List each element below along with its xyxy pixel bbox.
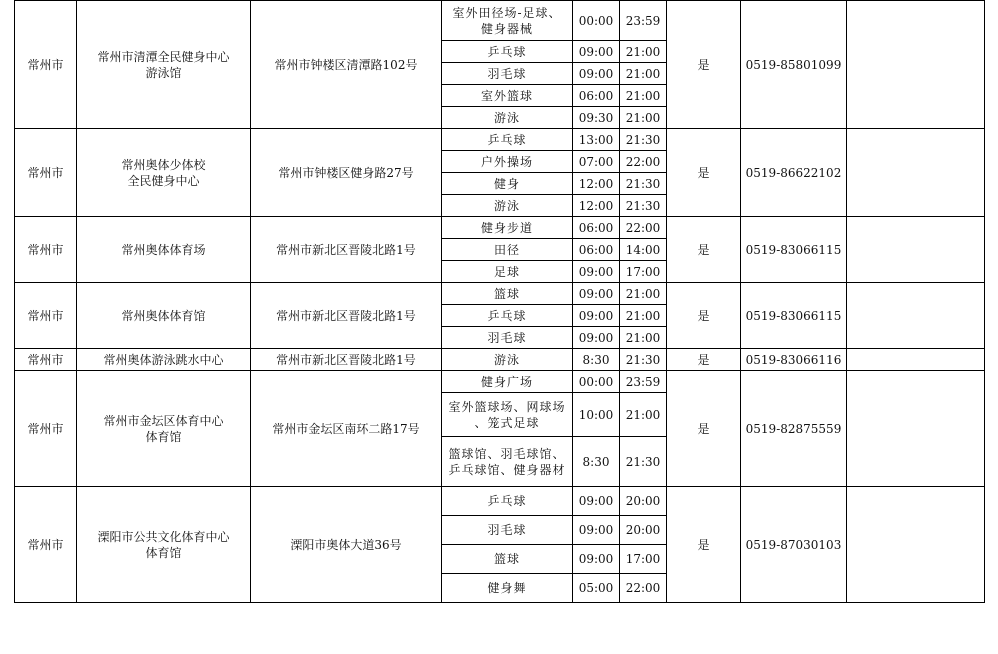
note-cell <box>847 371 985 487</box>
open-status-cell: 是 <box>667 371 741 487</box>
end-time-cell: 23:59 <box>620 1 667 41</box>
end-time-cell: 21:00 <box>620 283 667 305</box>
start-time-cell: 00:00 <box>573 1 620 41</box>
end-time-cell: 20:00 <box>620 516 667 545</box>
address-cell: 常州市新北区晋陵北路1号 <box>251 217 442 283</box>
address-cell: 常州市金坛区南环二路17号 <box>251 371 442 487</box>
venue-name-cell: 常州奥体体育馆 <box>77 283 251 349</box>
facility-item-cell: 游泳 <box>442 349 573 371</box>
phone-cell: 0519-83066115 <box>741 283 847 349</box>
city-cell: 常州市 <box>15 283 77 349</box>
start-time-cell: 09:00 <box>573 545 620 574</box>
note-cell <box>847 1 985 129</box>
facility-item-cell: 户外操场 <box>442 151 573 173</box>
facility-item-cell: 游泳 <box>442 195 573 217</box>
facility-item-cell: 室外篮球 <box>442 85 573 107</box>
start-time-cell: 00:00 <box>573 371 620 393</box>
start-time-cell: 12:00 <box>573 195 620 217</box>
address-cell: 溧阳市奥体大道36号 <box>251 487 442 603</box>
start-time-cell: 07:00 <box>573 151 620 173</box>
venue-name-cell: 常州奥体游泳跳水中心 <box>77 349 251 371</box>
table-row <box>15 487 985 516</box>
address-cell: 常州市新北区晋陵北路1号 <box>251 283 442 349</box>
start-time-cell: 8:30 <box>573 349 620 371</box>
open-status-cell: 是 <box>667 487 741 603</box>
facility-item-cell: 游泳 <box>442 107 573 129</box>
start-time-cell: 12:00 <box>573 173 620 195</box>
city-cell: 常州市 <box>15 129 77 217</box>
table-row <box>15 129 985 151</box>
start-time-cell: 09:00 <box>573 261 620 283</box>
venue-name-cell: 常州奥体体育场 <box>77 217 251 283</box>
table-row <box>15 1 985 41</box>
facility-item-cell: 乒乓球 <box>442 487 573 516</box>
end-time-cell: 21:30 <box>620 129 667 151</box>
end-time-cell: 21:00 <box>620 85 667 107</box>
start-time-cell: 8:30 <box>573 437 620 487</box>
city-cell: 常州市 <box>15 487 77 603</box>
note-cell <box>847 129 985 217</box>
facility-item-cell: 健身 <box>442 173 573 195</box>
facility-item-cell: 乒乓球 <box>442 41 573 63</box>
open-status-cell: 是 <box>667 1 741 129</box>
facility-item-cell: 健身广场 <box>442 371 573 393</box>
table-row <box>15 371 985 393</box>
start-time-cell: 13:00 <box>573 129 620 151</box>
table-row <box>15 349 985 371</box>
end-time-cell: 21:00 <box>620 305 667 327</box>
phone-cell: 0519-83066115 <box>741 217 847 283</box>
start-time-cell: 06:00 <box>573 85 620 107</box>
facility-item-cell: 室外篮球场、网球场 、笼式足球 <box>442 393 573 437</box>
facility-item-cell: 田径 <box>442 239 573 261</box>
table-row <box>15 283 985 305</box>
phone-cell: 0519-82875559 <box>741 371 847 487</box>
facility-item-cell: 羽毛球 <box>442 327 573 349</box>
facility-item-cell: 乒乓球 <box>442 129 573 151</box>
venue-schedule-table <box>14 0 985 603</box>
address-cell: 常州市新北区晋陵北路1号 <box>251 349 442 371</box>
venue-name-cell: 常州市清潭全民健身中心 游泳馆 <box>77 1 251 129</box>
facility-item-cell: 篮球 <box>442 283 573 305</box>
end-time-cell: 21:00 <box>620 393 667 437</box>
start-time-cell: 09:00 <box>573 283 620 305</box>
open-status-cell: 是 <box>667 217 741 283</box>
end-time-cell: 22:00 <box>620 217 667 239</box>
end-time-cell: 21:00 <box>620 63 667 85</box>
facility-item-cell: 健身舞 <box>442 574 573 603</box>
city-cell: 常州市 <box>15 349 77 371</box>
facility-item-cell: 室外田径场-足球、 健身器械 <box>442 1 573 41</box>
start-time-cell: 05:00 <box>573 574 620 603</box>
phone-cell: 0519-85801099 <box>741 1 847 129</box>
start-time-cell: 09:00 <box>573 487 620 516</box>
end-time-cell: 21:30 <box>620 173 667 195</box>
phone-cell: 0519-83066116 <box>741 349 847 371</box>
facility-item-cell: 乒乓球 <box>442 305 573 327</box>
end-time-cell: 21:00 <box>620 41 667 63</box>
facility-item-cell: 羽毛球 <box>442 516 573 545</box>
start-time-cell: 10:00 <box>573 393 620 437</box>
venue-name-cell: 常州市金坛区体育中心 体育馆 <box>77 371 251 487</box>
address-cell: 常州市钟楼区清潭路102号 <box>251 1 442 129</box>
open-status-cell: 是 <box>667 283 741 349</box>
end-time-cell: 22:00 <box>620 151 667 173</box>
open-status-cell: 是 <box>667 349 741 371</box>
note-cell <box>847 487 985 603</box>
end-time-cell: 21:00 <box>620 107 667 129</box>
end-time-cell: 23:59 <box>620 371 667 393</box>
venue-name-cell: 溧阳市公共文化体育中心 体育馆 <box>77 487 251 603</box>
end-time-cell: 21:30 <box>620 349 667 371</box>
end-time-cell: 20:00 <box>620 487 667 516</box>
city-cell: 常州市 <box>15 371 77 487</box>
phone-cell: 0519-86622102 <box>741 129 847 217</box>
table-row <box>15 217 985 239</box>
end-time-cell: 14:00 <box>620 239 667 261</box>
start-time-cell: 06:00 <box>573 217 620 239</box>
start-time-cell: 06:00 <box>573 239 620 261</box>
table-body <box>15 1 985 603</box>
end-time-cell: 21:30 <box>620 437 667 487</box>
phone-cell: 0519-87030103 <box>741 487 847 603</box>
facility-item-cell: 足球 <box>442 261 573 283</box>
address-cell: 常州市钟楼区健身路27号 <box>251 129 442 217</box>
facility-item-cell: 羽毛球 <box>442 63 573 85</box>
facility-item-cell: 健身步道 <box>442 217 573 239</box>
start-time-cell: 09:00 <box>573 516 620 545</box>
venue-name-cell: 常州奥体少体校 全民健身中心 <box>77 129 251 217</box>
facility-item-cell: 篮球 <box>442 545 573 574</box>
note-cell <box>847 283 985 349</box>
end-time-cell: 21:30 <box>620 195 667 217</box>
note-cell <box>847 217 985 283</box>
facility-item-cell: 篮球馆、羽毛球馆、 乒乓球馆、健身器材 <box>442 437 573 487</box>
end-time-cell: 22:00 <box>620 574 667 603</box>
city-cell: 常州市 <box>15 1 77 129</box>
start-time-cell: 09:00 <box>573 41 620 63</box>
start-time-cell: 09:30 <box>573 107 620 129</box>
start-time-cell: 09:00 <box>573 327 620 349</box>
end-time-cell: 17:00 <box>620 261 667 283</box>
note-cell <box>847 349 985 371</box>
end-time-cell: 17:00 <box>620 545 667 574</box>
start-time-cell: 09:00 <box>573 63 620 85</box>
end-time-cell: 21:00 <box>620 327 667 349</box>
city-cell: 常州市 <box>15 217 77 283</box>
start-time-cell: 09:00 <box>573 305 620 327</box>
open-status-cell: 是 <box>667 129 741 217</box>
